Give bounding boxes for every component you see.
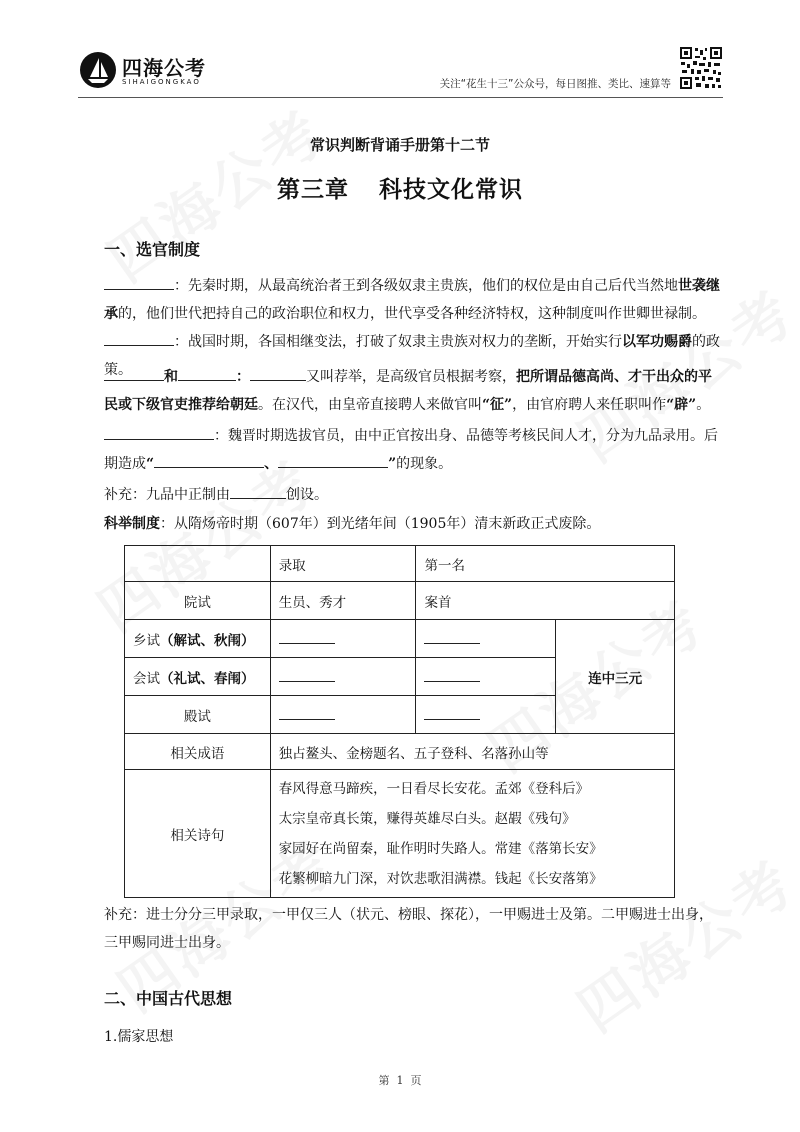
table-cell: 案首 [416,582,675,620]
answer-blank [278,452,388,468]
paragraph-jiupin: ：魏晋时期选拔官员，由中正官按出身、品德等考核民间人才，分为九品录用。后期造成“ 、 ”的现象。 [104,422,724,478]
table-row [125,770,675,898]
answer-blank [279,630,335,644]
table-cell-label: 相关成语 [125,734,271,770]
chapter-number: 第三章 [277,176,349,203]
table-cell [416,620,556,658]
header-slogan: 关注“花生十三”公众号，每日图推、类比、速算等 [439,78,671,90]
answer-blank [104,274,174,290]
paragraph-supplement-jinshi: 补充：进士分分三甲录取，一甲仅三人（状元、榜眼、探花），一甲赐进士及第。二甲赐进士出身，三甲赐同进士出身。 [104,907,713,951]
answer-blank [424,706,480,720]
answer-blank [230,483,286,499]
answer-blank [250,365,306,381]
answer-blank [279,706,335,720]
paragraph-shiqing: ：先秦时期，从最高统治者王到各级奴隶主贵族，他们的权位是由自己后代当然地世袭继承的，他们世代把持自己的政治职位和权力，世代享受各种经济特权，这种制度叫作世卿世禄制。 [104,272,724,328]
paragraph-keju: 科举制度：从隋炀帝时期（607年）到光绪年间（1905年）清末新政正式废除。 [104,516,601,532]
list-item: 1.儒家思想 [104,1029,174,1045]
table-cell-level: 院试 [125,582,271,620]
table-cell-idioms: 独占鳌头、金榜题名、五子登科、名落孙山等 [270,734,674,770]
table-header-cell: 第一名 [416,546,675,582]
table-cell-level: 会试（礼试、春闱） [125,658,271,696]
poem-line: 太宗皇帝真长策，赚得英雄尽白头。赵嘏《残句》 [278,810,576,827]
table-cell [270,620,416,658]
table-cell [125,546,271,582]
answer-blank [279,668,335,682]
keju-table [124,545,675,898]
table-row [125,582,675,620]
answer-blank [154,452,264,468]
paragraph-junggong: ：战国时期，各国相继变法，打破了奴隶主贵族对权力的垄断，开始实行以军功赐爵的政策。 [104,328,724,384]
paragraph-supplement-jiupin: 补充：九品中正制由 创设。 [104,481,724,509]
table-cell [416,696,556,734]
sailboat-logo-icon [78,50,118,90]
chapter-name: 科技文化常识 [379,176,523,203]
table-cell: 生员、秀才 [270,582,416,620]
table-header-row [125,546,675,582]
table-cell-poems [270,770,674,898]
answer-blank [424,668,480,682]
table-cell [416,658,556,696]
section-heading: 二、中国古代思想 [104,989,233,1008]
table-cell-level: 殿试 [125,696,271,734]
chapter-title [0,171,800,204]
table-header-cell: 录取 [270,546,416,582]
brand-logo [78,50,218,90]
table-row [125,620,675,658]
answer-blank [104,424,214,440]
answer-blank [104,365,164,381]
document-title: 常识判断背诵手册第十二节 [309,136,490,154]
page-header [78,46,723,96]
poem-line: 家园好在尚留秦，耻作明时失路人。常建《落第长安》 [278,840,603,857]
answer-blank [104,330,174,346]
section-heading: 一、选官制度 [104,240,201,259]
poem-line: 花繁柳暗九门深，对饮悲歌泪满襟。钱起《长安落第》 [278,870,603,887]
page-number: 第 1 页 [378,1074,422,1087]
answer-blank [424,630,480,644]
paragraph-chaju: 和 ： 又叫荐举，是高级官员根据考察，把所谓品德高尚、才干出众的平民或下级官吏推荐给朝廷。在汉代，由皇帝直接聘人来做官叫“征”，由官府聘人来任职叫作“辟”。 [104,363,724,419]
answer-blank [178,365,236,381]
logo-text: 四海公考 [122,56,206,80]
table-cell-label: 相关诗句 [125,770,271,898]
qr-code-icon [679,46,723,90]
table-cell [270,658,416,696]
logo-subtitle: SIHAIGONGKAO [122,78,201,86]
table-cell-lianzhong: 连中三元 [556,620,675,734]
table-row [125,734,675,770]
header-divider [78,97,723,98]
poem-line: 春风得意马蹄疾，一日看尽长安花。孟郊《登科后》 [278,780,590,797]
table-cell [270,696,416,734]
table-cell-level: 乡试（解试、秋闱） [125,620,271,658]
